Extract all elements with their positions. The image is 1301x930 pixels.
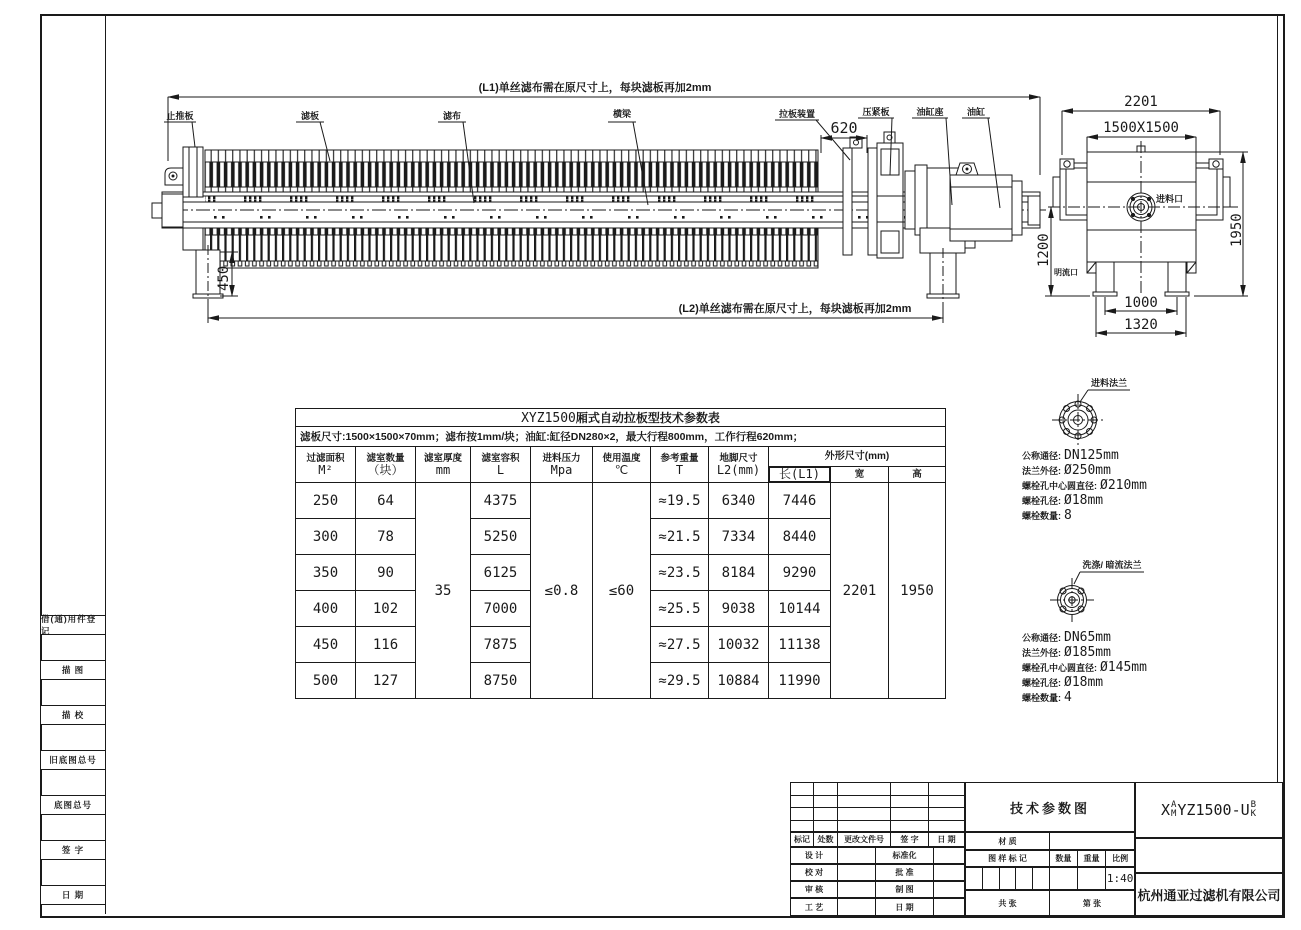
table-cell: 5250 (471, 519, 531, 555)
role-row-process (790, 898, 965, 916)
table-cell: 9038 (709, 591, 769, 627)
spec-value: DN125mm (1064, 448, 1119, 463)
spec-label: 螺栓数量: (1022, 511, 1061, 521)
header-foot-size: 地脚尺寸 L2(mm) (709, 447, 769, 483)
material-row (965, 832, 1135, 850)
spec-line (1022, 463, 1147, 478)
role-blank (838, 848, 876, 863)
title-block-blank (1135, 838, 1283, 873)
subheader-length: 长(L1) (769, 467, 830, 482)
spec-line (1022, 660, 1147, 675)
table-cell: 7875 (471, 627, 531, 663)
parameters-table (295, 408, 946, 699)
label-thrust-plate: 止推板 (166, 111, 194, 121)
company-name: 杭州通亚过滤机有限公司 (1135, 873, 1283, 916)
sidebar-item-signature: 签 字 (41, 840, 105, 860)
table-cell: 10144 (769, 591, 831, 627)
spec-line (1022, 630, 1147, 645)
role-label: 校 对 (791, 865, 838, 880)
revision-grid (790, 782, 965, 832)
spec-label: 螺栓孔中心圆直径: (1022, 481, 1097, 491)
table-cell: 8440 (769, 519, 831, 555)
table-cell: ≈25.5 (651, 591, 709, 627)
spec-line (1022, 645, 1147, 660)
wash-flange-specs (1022, 630, 1147, 705)
role-label: 审 核 (791, 882, 838, 897)
weight-value (1078, 868, 1107, 889)
header-chamber-volume: 滤室容积 L (471, 447, 531, 483)
sheet-no: 第 张 (1082, 898, 1102, 908)
spec-label: 公称通径: (1022, 451, 1061, 461)
spec-label: 螺栓孔径: (1022, 678, 1061, 688)
table-cell: ≈21.5 (651, 519, 709, 555)
material-blank (1050, 833, 1134, 849)
label-cylinder-seat: 油缸座 (916, 107, 944, 117)
dwgno-middle: YZ1500-U (1177, 801, 1250, 819)
table-cell: 8184 (709, 555, 769, 591)
mark-qty-row (965, 850, 1135, 867)
table-title-text: 厢式自动拉板型技术参数表 (575, 411, 720, 425)
scale-label: 比例 (1112, 854, 1129, 863)
table-cell: ≈27.5 (651, 627, 709, 663)
qty-value (1050, 868, 1078, 889)
header-chamber-count: 滤室数量 （块） (356, 447, 416, 483)
weight-label: 重量 (1078, 851, 1107, 866)
table-cell: 7334 (709, 519, 769, 555)
wash-flange-title: 洗涤/ 暗流法兰 (1082, 560, 1142, 570)
end-bracket-right (1196, 159, 1230, 220)
label-cylinder: 油缸 (966, 107, 986, 117)
table-cell: ≈19.5 (651, 483, 709, 519)
table-cell: 500 (296, 663, 356, 699)
cell-thickness-merged: 35 (416, 483, 471, 699)
feed-port-label: 进料口 (1156, 194, 1184, 204)
inner-frame-line (1277, 14, 1278, 914)
label-filter-cloth: 滤布 (442, 111, 462, 121)
l1-note: (L1)单丝滤布需在原尺寸上，每块滤板再加2mm (478, 82, 712, 94)
rev-header-count: 处数 (814, 833, 838, 846)
open-flow-port-label: 明流口 (1054, 268, 1078, 277)
header-feed-pressure: 进料压力 Mpa (531, 447, 593, 483)
dim-450-text: 450 (216, 265, 232, 291)
feed-flange-specs (1022, 448, 1147, 523)
table-cell: 350 (296, 555, 356, 591)
spec-label: 螺栓孔径: (1022, 496, 1061, 506)
table-cell: 127 (356, 663, 416, 699)
dwgno-stack2-top: B (1250, 800, 1257, 810)
table-cell: 10032 (709, 627, 769, 663)
cell-pressure-merged: ≤0.8 (531, 483, 593, 699)
dim-1500-text: 1500X1500 (1103, 120, 1179, 136)
revision-header-row (790, 832, 965, 847)
spec-line (1022, 675, 1147, 690)
scale-value: 1:40 (1106, 872, 1134, 885)
rev-header-docno: 更改文件号 (838, 833, 891, 846)
spec-value: Ø18mm (1064, 675, 1104, 690)
table-cell: 102 (356, 591, 416, 627)
header-ref-weight: 参考重量 T (651, 447, 709, 483)
dim-1320-text: 1320 (1124, 317, 1158, 333)
drawing-number (1135, 782, 1283, 838)
spec-line (1022, 508, 1147, 523)
table-header-row (296, 447, 946, 467)
role-label2: 标准化 (876, 848, 934, 863)
wash-flange-drawing (1018, 556, 1158, 634)
spec-value: Ø210mm (1100, 478, 1147, 493)
spec-line (1022, 493, 1147, 508)
right-leg (927, 248, 959, 302)
table-cell: 250 (296, 483, 356, 519)
spec-value: Ø250mm (1064, 463, 1111, 478)
spec-label: 螺栓孔中心圆直径: (1022, 663, 1097, 673)
role-label2: 日 期 (876, 899, 934, 915)
sidebar-item-borrow-record: 借(通)用件登记 (41, 615, 105, 635)
mark-label: 图 样 标 记 (966, 851, 1050, 866)
spec-label: 法兰外径: (1022, 466, 1061, 476)
rev-header-mark: 标记 (791, 833, 814, 846)
header-outline-size: 外形尺寸(mm) (769, 447, 946, 467)
subheader-width: 宽 (831, 467, 889, 483)
table-cell: 4375 (471, 483, 531, 519)
rev-header-sign: 签 字 (891, 833, 929, 846)
role-row-check (790, 864, 965, 881)
label-pulling-device: 拉板装置 (778, 109, 816, 119)
role-blank (934, 899, 964, 915)
dwgno-stack1-top: A (1170, 800, 1177, 810)
table-cell: 6340 (709, 483, 769, 519)
table-cell: 10884 (709, 663, 769, 699)
pressing-plate (877, 132, 903, 258)
role-row-design (790, 847, 965, 864)
role-label: 工 艺 (791, 899, 838, 915)
title-block (790, 782, 1283, 916)
header-temperature: 使用温度 ℃ (593, 447, 651, 483)
role-blank (934, 848, 964, 863)
table-title (296, 409, 946, 427)
role-blank (838, 882, 876, 897)
spec-value: 8 (1064, 508, 1072, 523)
material-label: 材 质 (966, 833, 1050, 849)
table-cell: 90 (356, 555, 416, 591)
sidebar-item-master-no: 底图总号 (41, 795, 105, 815)
filter-plate-pack-top (205, 150, 818, 192)
dwgno-prefix: X (1160, 801, 1170, 819)
sidebar-item-traced: 描 图 (41, 660, 105, 680)
drawing-name: 技术参数图 (965, 782, 1135, 832)
spec-value: 4 (1064, 690, 1072, 705)
table-cell: 64 (356, 483, 416, 519)
cell-height-merged: 1950 (889, 483, 946, 699)
dim-1200-text: 1200 (1036, 233, 1052, 267)
table-title-row (296, 409, 946, 427)
spec-label: 公称通径: (1022, 633, 1061, 643)
header-chamber-thickness: 滤室厚度 mm (416, 447, 471, 483)
role-blank (838, 899, 876, 915)
dim-620-text: 620 (830, 119, 858, 137)
role-label: 设 计 (791, 848, 838, 863)
rev-header-date: 日 期 (937, 835, 956, 844)
oil-cylinder (950, 163, 1022, 241)
sidebar-item-date: 日 期 (41, 885, 105, 905)
sheets-total: 共 张 (966, 891, 1050, 915)
label-beam: 横梁 (612, 109, 632, 119)
dim-2201-text: 2201 (1124, 94, 1158, 110)
table-cell: 450 (296, 627, 356, 663)
spec-label: 螺栓数量: (1022, 693, 1061, 703)
table-cell: ≈23.5 (651, 555, 709, 591)
l2-note: (L2)单丝滤布需在原尺寸上，每块滤板再加2mm (678, 303, 912, 315)
table-cell: 9290 (769, 555, 831, 591)
table-cell: ≈29.5 (651, 663, 709, 699)
dim-1000-text: 1000 (1124, 295, 1158, 311)
end-bracket-left (1053, 159, 1087, 220)
spec-line (1022, 478, 1147, 493)
mark-values-row (965, 867, 1135, 890)
table-subtitle-row (296, 427, 946, 447)
table-cell: 116 (356, 627, 416, 663)
cell-width-merged: 2201 (831, 483, 889, 699)
dwgno-stack1-bottom: M (1170, 809, 1177, 819)
table-row (296, 483, 946, 519)
sidebar-item-trace-check: 描 校 (41, 705, 105, 725)
table-cell: 7000 (471, 591, 531, 627)
spec-line (1022, 448, 1147, 463)
filter-plate-pack-bottom (205, 228, 818, 268)
spec-value: Ø18mm (1064, 493, 1104, 508)
dim-1950-text: 1950 (1229, 213, 1245, 247)
feed-flange-title: 进料法兰 (1090, 378, 1128, 388)
table-cell: 11990 (769, 663, 831, 699)
end-view-drawing (1030, 85, 1260, 345)
role-blank (934, 865, 964, 880)
qty-label: 数量 (1050, 851, 1078, 866)
table-cell: 6125 (471, 555, 531, 591)
table-subtitle: 滤板尺寸:1500×1500×70mm；滤布按1mm/块；油缸:缸径DN280×2，最大行程800mm，工作行程620mm； (296, 427, 946, 447)
spec-value: Ø145mm (1100, 660, 1147, 675)
sidebar-item-old-master-no: 旧底图总号 (41, 750, 105, 770)
spec-value: DN65mm (1064, 630, 1111, 645)
table-cell: 8750 (471, 663, 531, 699)
sheets-row (965, 890, 1135, 916)
side-view-drawing (150, 75, 1050, 335)
spec-label: 法兰外径: (1022, 648, 1061, 658)
role-row-review (790, 881, 965, 898)
table-cell: 78 (356, 519, 416, 555)
header-filter-area: 过滤面积 M² (296, 447, 356, 483)
role-blank (934, 882, 964, 897)
table-title-model: XYZ1500 (521, 411, 576, 426)
table-cell: 400 (296, 591, 356, 627)
label-pressing-plate: 压紧板 (862, 107, 890, 117)
table-cell: 7446 (769, 483, 831, 519)
role-label2: 制 图 (876, 882, 934, 897)
label-filter-plate: 滤板 (300, 111, 320, 121)
sidebar-divider (105, 14, 106, 914)
spec-value: Ø185mm (1064, 645, 1111, 660)
spec-line (1022, 690, 1147, 705)
cell-temperature-merged: ≤60 (593, 483, 651, 699)
table-cell: 300 (296, 519, 356, 555)
table-cell: 11138 (769, 627, 831, 663)
subheader-height: 高 (889, 467, 946, 483)
role-blank (838, 865, 876, 880)
dwgno-stack2-bottom: K (1250, 809, 1257, 819)
role-label2: 批 准 (876, 865, 934, 880)
